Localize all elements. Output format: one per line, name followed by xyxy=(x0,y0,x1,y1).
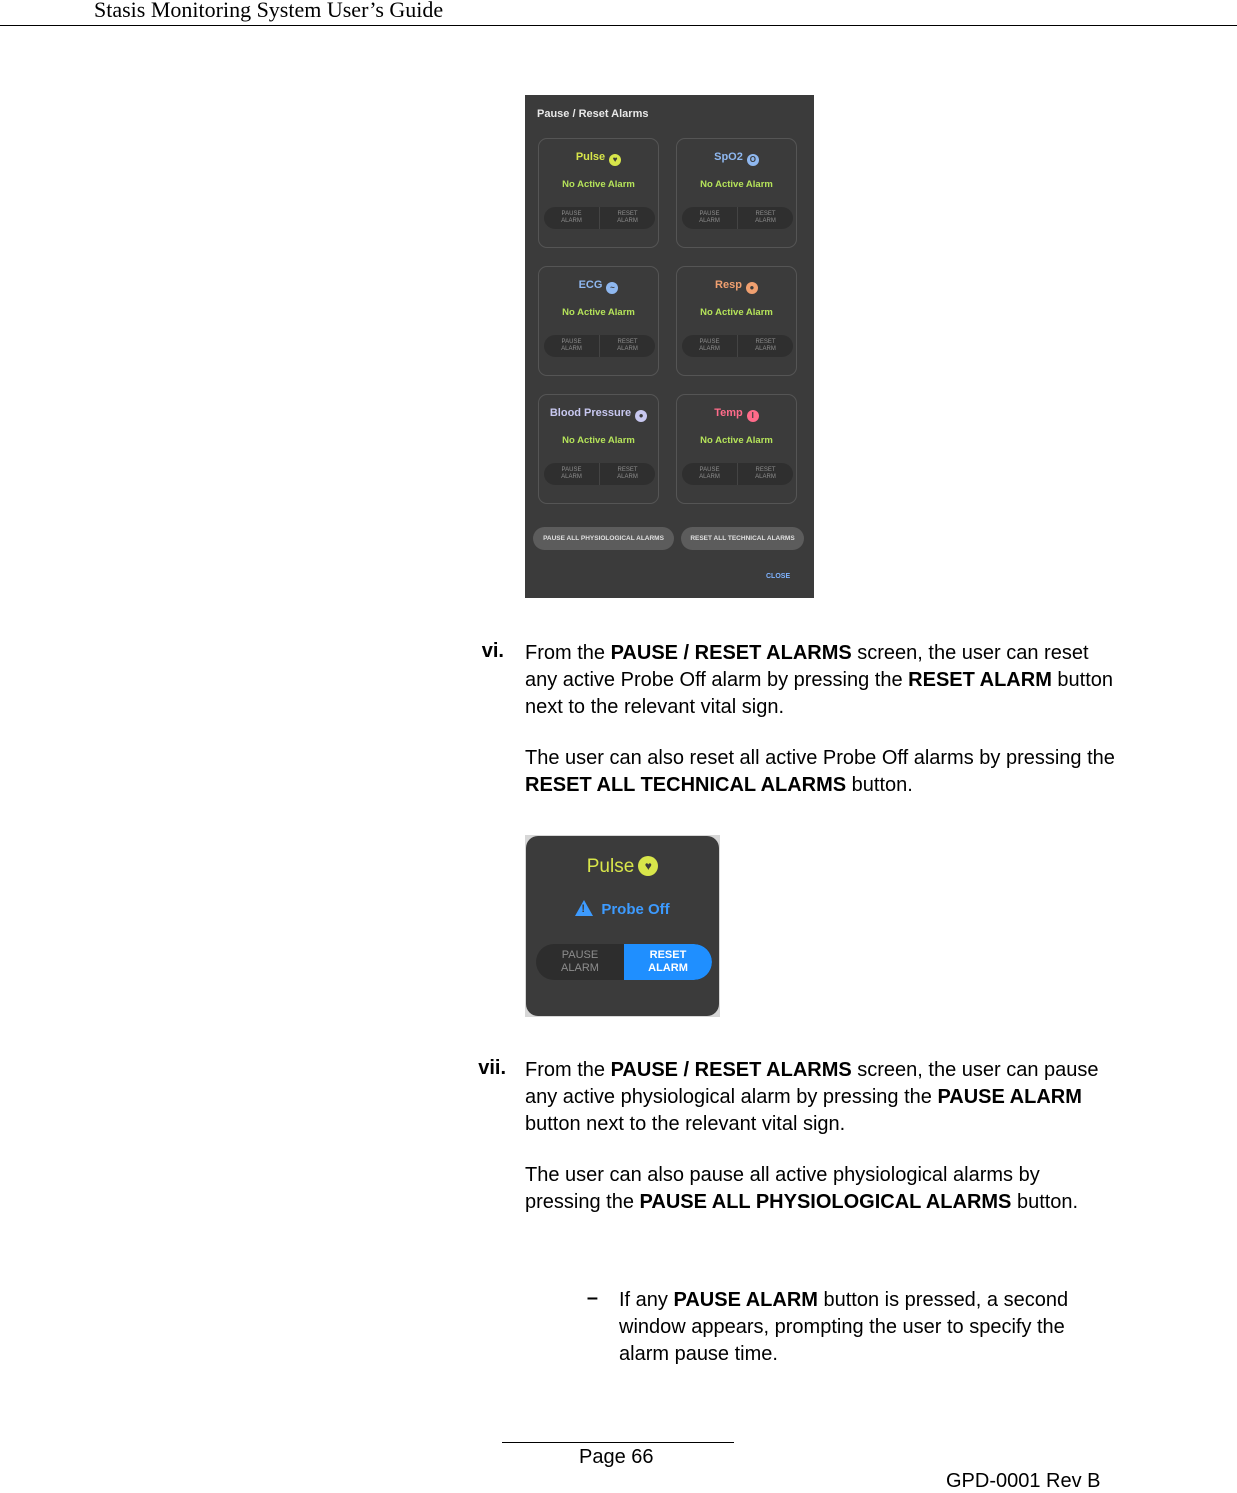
alarm-button-group xyxy=(544,207,655,229)
alarm-button-group xyxy=(544,463,655,485)
vital-card-resp xyxy=(676,266,797,376)
reset-alarm-button[interactable]: RESET ALARM xyxy=(755,211,776,224)
step-vii-paragraph-2: The user can also pause all active physiological alarms by pressing the PAUSE ALL PHYSIOLOGICAL ALARMS button. xyxy=(525,1164,1079,1213)
document-title: Stasis Monitoring System User’s Guide xyxy=(94,0,444,22)
step-vi-marker: vi. xyxy=(481,640,504,662)
pause-alarm-button[interactable]: PAUSE ALARM xyxy=(544,463,600,485)
oxygen-icon: O xyxy=(747,154,759,166)
document-header xyxy=(0,0,1237,26)
alarm-button-group xyxy=(682,335,793,357)
reset-all-technical-alarms-button[interactable]: RESET ALL TECHNICAL ALARMS xyxy=(681,527,804,550)
pulse-title: Pulse ♥ xyxy=(526,856,719,878)
pause-reset-alarms-screenshot xyxy=(525,95,814,598)
pause-all-physiological-alarms-button[interactable]: PAUSE ALL PHYSIOLOGICAL ALARMS xyxy=(533,527,674,550)
page-number: Page 66 xyxy=(579,1446,654,1468)
ecg-wave-icon: ~ xyxy=(606,282,618,294)
pressure-icon: ● xyxy=(635,410,647,422)
alarm-status: No Active Alarm xyxy=(562,307,635,318)
pause-alarm-button[interactable]: PAUSE ALARM xyxy=(561,949,599,974)
card-title: ECG ~ xyxy=(539,279,658,294)
pause-alarm-button[interactable]: PAUSE ALARM xyxy=(544,335,600,357)
dialog-title: Pause / Reset Alarms xyxy=(537,108,649,120)
card-title: SpO2 O xyxy=(677,151,796,166)
heart-icon: ♥ xyxy=(638,856,658,876)
pulse-card xyxy=(526,836,719,1016)
vital-card-blood-pressure xyxy=(538,394,659,504)
step-vii-marker: vii. xyxy=(478,1057,506,1079)
pause-alarm-button[interactable]: PAUSE ALARM xyxy=(682,335,738,357)
step-vi-paragraph-1: From the PAUSE / RESET ALARMS screen, the user can reset any active Probe Off alarm by pressing the RESET ALARM button next to the relevant vital sign. xyxy=(525,642,1114,718)
lungs-icon: ● xyxy=(746,282,758,294)
close-button[interactable]: CLOSE xyxy=(766,573,791,580)
alarm-status: No Active Alarm xyxy=(700,307,773,318)
step-vii-paragraph-1: From the PAUSE / RESET ALARMS screen, the user can pause any active physiological alarm by pressing the PAUSE ALARM button next to the relevant vital sign. xyxy=(525,1059,1099,1135)
pause-alarm-button[interactable]: PAUSE ALARM xyxy=(682,207,738,229)
thermometer-icon: I xyxy=(747,410,759,422)
pause-alarm-button[interactable]: PAUSE ALARM xyxy=(544,207,600,229)
reset-alarm-button[interactable]: RESET ALARM xyxy=(755,339,776,352)
reset-alarm-button[interactable]: RESET ALARM xyxy=(617,211,638,224)
vital-card-ecg xyxy=(538,266,659,376)
card-title: Blood Pressure ● xyxy=(539,407,658,422)
reset-alarm-button[interactable]: RESET ALARM xyxy=(624,944,712,980)
alarm-status: No Active Alarm xyxy=(562,435,635,446)
vital-card-pulse xyxy=(538,138,659,248)
sub-bullet-marker: – xyxy=(586,1287,598,1309)
alarm-button-group xyxy=(536,944,712,980)
card-title: Resp ● xyxy=(677,279,796,294)
card-title: Temp I xyxy=(677,407,796,422)
sub-bullet-paragraph: If any PAUSE ALARM button is pressed, a second window appears, prompting the user to specify the alarm pause time. xyxy=(619,1289,1069,1365)
pause-alarm-button[interactable]: PAUSE ALARM xyxy=(682,463,738,485)
pulse-probe-off-screenshot xyxy=(525,835,720,1017)
vital-card-spo2 xyxy=(676,138,797,248)
step-vi-paragraph-2: The user can also reset all active Probe Off alarms by pressing the RESET ALL TECHNICAL ALARMS button. xyxy=(525,747,1115,796)
heart-icon: ♥ xyxy=(609,154,621,166)
card-title: Pulse ♥ xyxy=(539,151,658,166)
probe-off-status: !Probe Off xyxy=(526,900,719,918)
vital-card-temp xyxy=(676,394,797,504)
reset-alarm-button[interactable]: RESET ALARM xyxy=(755,467,776,480)
footer-rule xyxy=(502,1442,734,1443)
alarm-button-group xyxy=(682,207,793,229)
document-revision: GPD-0001 Rev B xyxy=(946,1470,1101,1492)
reset-alarm-button[interactable]: RESET ALARM xyxy=(617,339,638,352)
alarm-status: No Active Alarm xyxy=(700,435,773,446)
alarm-status: No Active Alarm xyxy=(562,179,635,190)
warning-icon xyxy=(575,900,593,916)
alarm-button-group xyxy=(682,463,793,485)
alarm-status: No Active Alarm xyxy=(700,179,773,190)
reset-alarm-button[interactable]: RESET ALARM xyxy=(617,467,638,480)
alarm-button-group xyxy=(544,335,655,357)
